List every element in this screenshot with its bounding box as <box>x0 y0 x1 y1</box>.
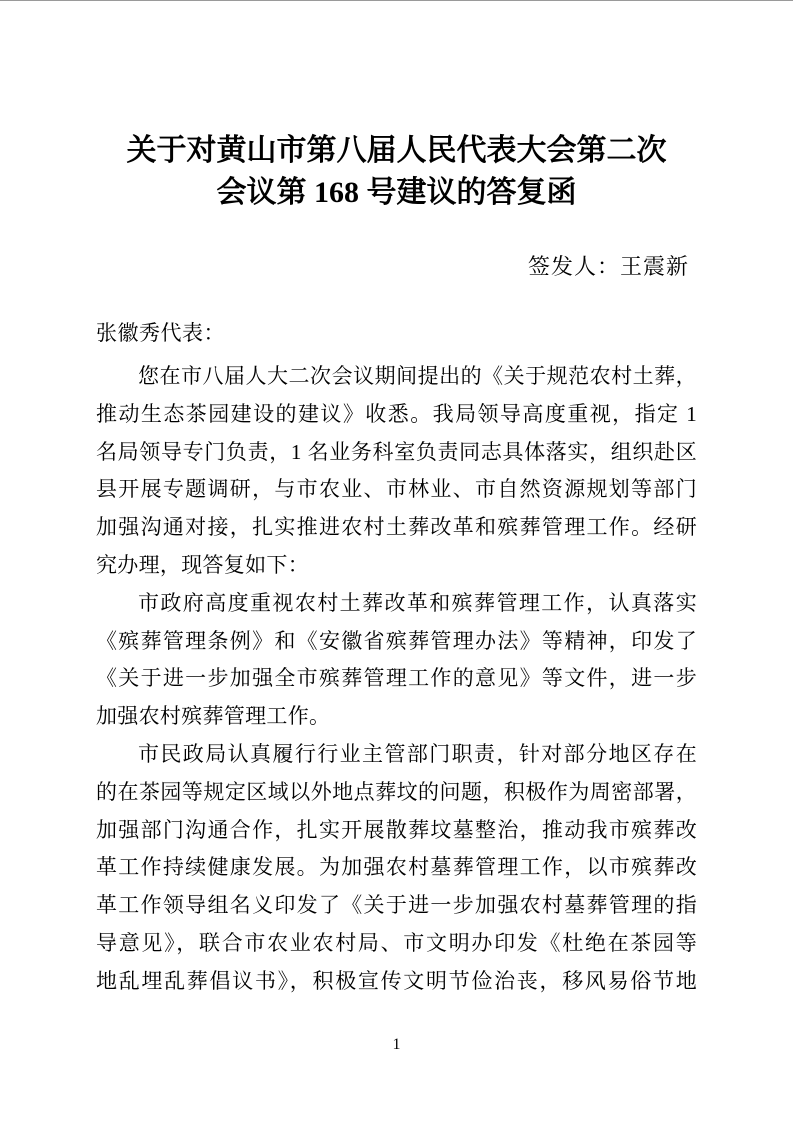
body-line: 导意见》，联合市农业农村局、市文明办印发《杜绝在茶园等 <box>96 930 697 955</box>
salutation: 张徽秀代表： <box>96 321 225 345</box>
body-line: 究办理，现答复如下： <box>96 552 309 577</box>
body-line: 《殡葬管理条例》和《安徽省殡葬管理办法》等精神，印发了 <box>96 628 697 653</box>
document-title-line-1: 关于对黄山市第八届人民代表大会第二次 <box>126 134 667 167</box>
signer-line: 签发人：王震新 <box>527 254 689 279</box>
body-line: 革工作持续健康发展。为加强农村墓葬管理工作，以市殡葬改 <box>96 855 697 880</box>
body-line: 的在茶园等规定区域以外地点葬坟的问题，积极作为周密部署， <box>96 779 697 804</box>
body-line: 您在市八届人大二次会议期间提出的《关于规范农村土葬， <box>138 364 697 388</box>
body-line: 加强沟通对接，扎实推进农村土葬改革和殡葬管理工作。经研 <box>96 515 697 540</box>
body-line: 加强农村殡葬管理工作。 <box>96 704 331 729</box>
body-line: 《关于进一步加强全市殡葬管理工作的意见》等文件，进一步 <box>96 666 697 691</box>
body-line: 市政府高度重视农村土葬改革和殡葬管理工作，认真落实 <box>138 590 697 615</box>
document-title <box>96 130 697 214</box>
page-number: 1 <box>392 1035 401 1053</box>
body-line: 加强部门沟通合作，扎实开展散葬坟墓整治，推动我市殡葬改 <box>96 817 697 842</box>
body-line: 推动生态茶园建设的建议》收悉。我局领导高度重视，指定 1 <box>96 401 697 426</box>
body-line: 名局领导专门负责，1 名业务科室负责同志具体落实，组织赴区 <box>96 439 697 464</box>
body-line: 革工作领导组名义印发了《关于进一步加强农村墓葬管理的指 <box>96 893 697 918</box>
body-line: 市民政局认真履行行业主管部门职责，针对部分地区存在 <box>138 741 697 766</box>
document-body <box>96 358 697 1001</box>
document-title-line-2: 会议第 168 号建议的答复函 <box>216 176 577 209</box>
body-line: 地乱埋乱葬倡议书》，积极宣传文明节俭治丧，移风易俗节地 <box>96 968 697 993</box>
body-line: 县开展专题调研，与市农业、市林业、市自然资源规划等部门 <box>96 477 697 502</box>
